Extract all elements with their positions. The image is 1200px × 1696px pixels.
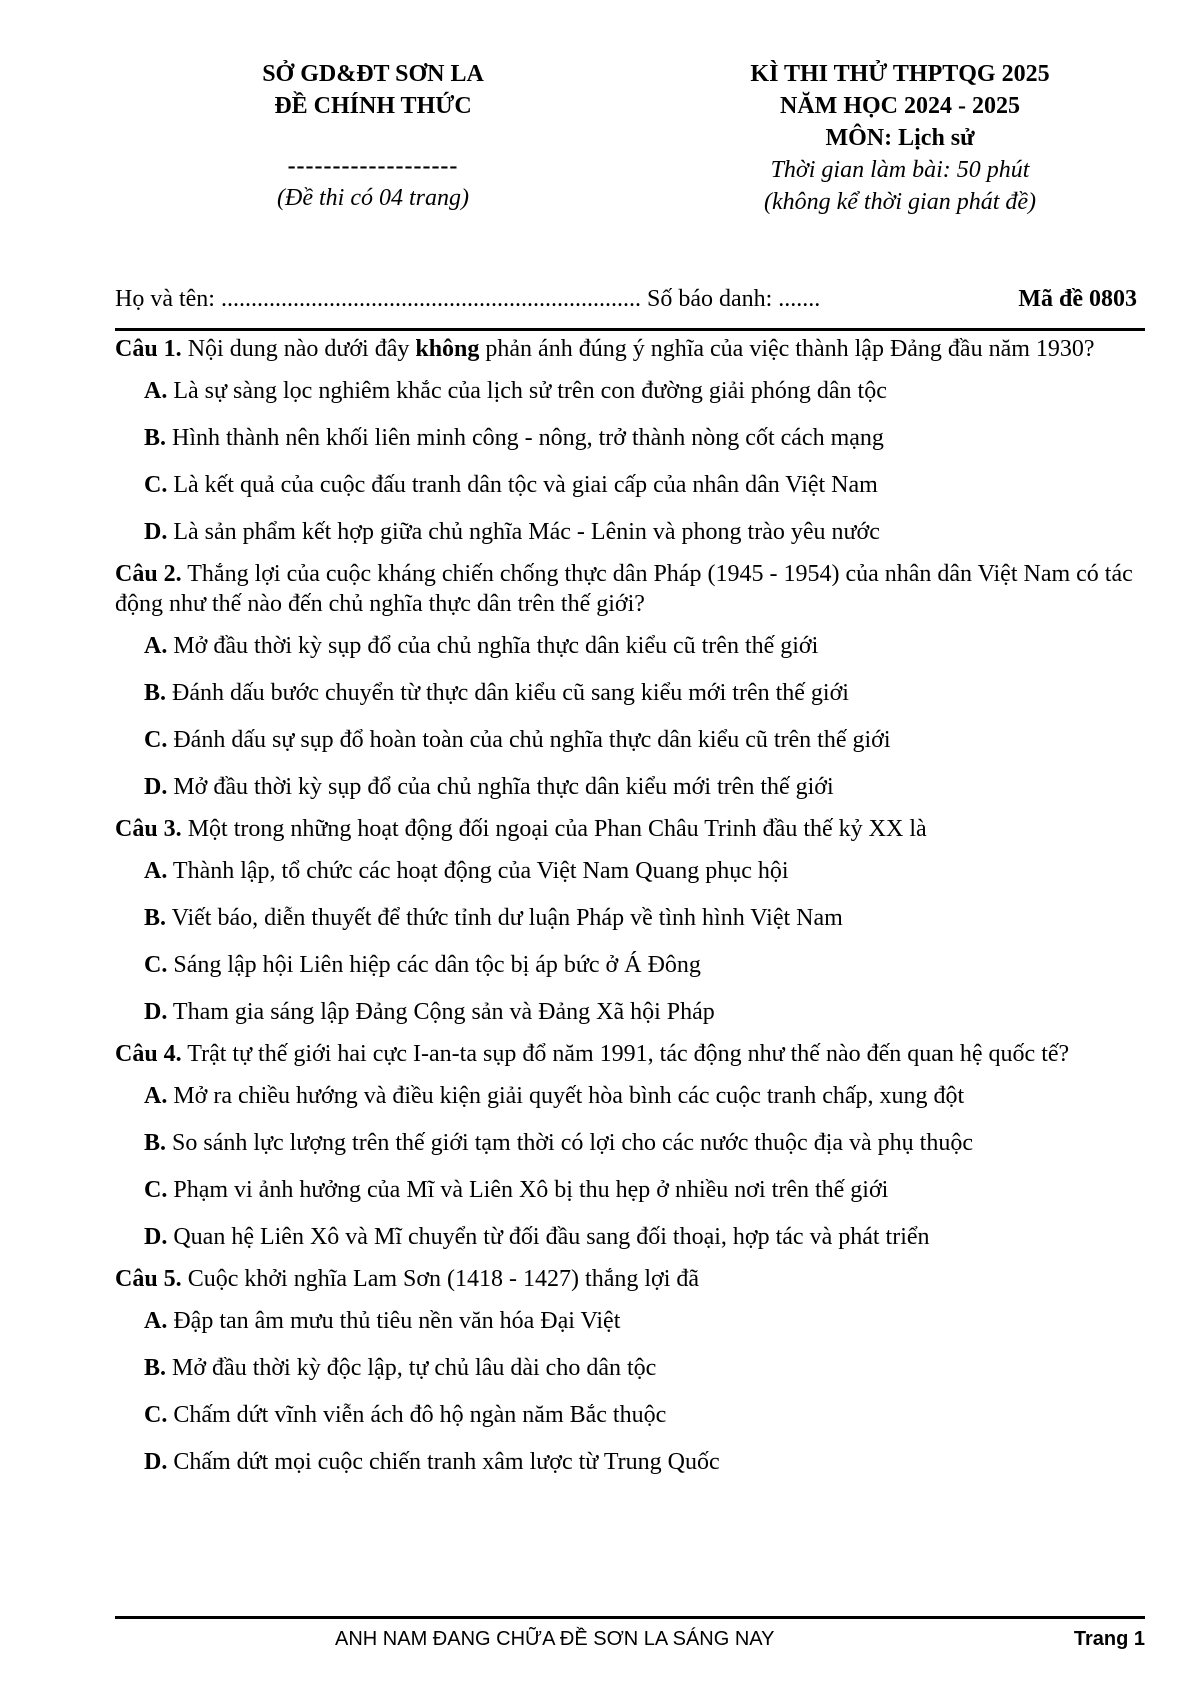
subject-line: [700, 122, 1100, 154]
option-a: [144, 1306, 1145, 1336]
option-c: [144, 1175, 1145, 1205]
candidate-row: [115, 284, 1137, 314]
option-c: [144, 1400, 1145, 1430]
exam-title: KÌ THI THỬ THPTQG 2025: [750, 61, 1050, 87]
department-name: SỞ GD&ĐT SƠN LA: [262, 61, 484, 87]
option-key: B.: [144, 1130, 167, 1156]
question-text: Một trong những hoạt động đối ngoại của Phan Châu Trinh đầu thế kỷ XX là: [181, 816, 927, 842]
question-2: [115, 559, 1145, 802]
question-label: Câu 1.: [115, 336, 182, 362]
subject-label: MÔN:: [825, 125, 899, 151]
option-text: Viết báo, diễn thuyết để thức tỉnh dư luận Pháp về tình hình Việt Nam: [166, 905, 843, 931]
page-count-note: (Đề thi có 04 trang): [277, 185, 469, 211]
page-number: Trang 1: [1073, 1628, 1145, 1650]
question-text: Trật tự thế giới hai cực I-an-ta sụp đổ năm 1991, tác động như thế nào đến quan hệ quốc tế?: [181, 1041, 1070, 1067]
exam-code: Mã đề 0803: [1018, 286, 1137, 312]
top-divider: [115, 328, 1145, 331]
option-key: C.: [144, 952, 168, 978]
option-text: Hình thành nên khối liên minh công - nông, trở thành nòng cốt cách mạng: [166, 425, 884, 451]
question-label: Câu 5.: [115, 1266, 182, 1292]
option-key: A.: [144, 633, 168, 659]
option-key: D.: [144, 999, 168, 1025]
footer-title: ANH NAM ĐANG CHỮA ĐỀ SƠN LA SÁNG NAY: [335, 1628, 775, 1650]
question-4: [115, 1039, 1145, 1252]
header-right: [700, 58, 1100, 218]
question-1: [115, 334, 1145, 547]
time-note: (không kể thời gian phát đề): [763, 189, 1037, 215]
option-key: B.: [144, 1355, 167, 1381]
option-text: Mở đầu thời kỳ sụp đổ của chủ nghĩa thực dân kiểu mới trên thế giới: [167, 774, 834, 800]
question-text: Thắng lợi của cuộc kháng chiến chống thực dân Pháp (1945 - 1954) của nhân dân Việt Nam có tác động như thế nào đến chủ nghĩa thực dân trên thế giới?: [115, 561, 1133, 617]
option-text: Chấm dứt vĩnh viễn ách đô hộ ngàn năm Bắc thuộc: [167, 1402, 667, 1428]
option-b: [144, 678, 1145, 708]
question-stem: [115, 814, 1145, 844]
option-a: [144, 631, 1145, 661]
option-text: Thành lập, tổ chức các hoạt động của Việt Nam Quang phục hội: [167, 858, 789, 884]
option-d: [144, 517, 1145, 547]
question-stem: [115, 559, 1145, 619]
question-emphasis: không: [415, 336, 480, 362]
option-key: A.: [144, 1308, 168, 1334]
question-label: Câu 2.: [115, 561, 182, 587]
subject-name: Lịch sử: [898, 125, 975, 151]
question-text: Cuộc khởi nghĩa Lam Sơn (1418 - 1427) thắng lợi đã: [181, 1266, 700, 1292]
option-text: Là kết quả của cuộc đấu tranh dân tộc và giai cấp của nhân dân Việt Nam: [167, 472, 878, 498]
question-stem: [115, 1039, 1145, 1069]
candidate-fields: Họ và tên: ...................................................................... Số báo danh: .......: [115, 286, 821, 312]
option-key: C.: [144, 472, 168, 498]
option-text: Là sản phẩm kết hợp giữa chủ nghĩa Mác - Lênin và phong trào yêu nước: [167, 519, 880, 545]
option-b: [144, 903, 1145, 933]
option-b: [144, 423, 1145, 453]
question-stem: [115, 1264, 1145, 1294]
questions-list: [115, 334, 1145, 1489]
option-d: [144, 1222, 1145, 1252]
option-b: [144, 1353, 1145, 1383]
option-key: D.: [144, 1224, 168, 1250]
option-a: [144, 376, 1145, 406]
question-stem: [115, 334, 1145, 364]
question-text-end: phản ánh đúng ý nghĩa của việc thành lập Đảng đầu năm 1930?: [479, 336, 1095, 362]
question-label: Câu 4.: [115, 1041, 182, 1067]
option-text: Chấm dứt mọi cuộc chiến tranh xâm lược từ Trung Quốc: [167, 1449, 720, 1475]
option-text: Đánh dấu bước chuyển từ thực dân kiểu cũ sang kiểu mới trên thế giới: [166, 680, 849, 706]
official-label: ĐỀ CHÍNH THỨC: [274, 93, 472, 119]
option-key: D.: [144, 774, 168, 800]
option-text: Mở đầu thời kỳ độc lập, tự chủ lâu dài cho dân tộc: [166, 1355, 657, 1381]
option-text: Tham gia sáng lập Đảng Cộng sản và Đảng Xã hội Pháp: [167, 999, 715, 1025]
option-key: D.: [144, 1449, 168, 1475]
option-key: C.: [144, 727, 168, 753]
option-text: Mở đầu thời kỳ sụp đổ của chủ nghĩa thực dân kiểu cũ trên thế giới: [167, 633, 819, 659]
option-text: Mở ra chiều hướng và điều kiện giải quyết hòa bình các cuộc tranh chấp, xung đột: [167, 1083, 965, 1109]
question-label: Câu 3.: [115, 816, 182, 842]
option-d: [144, 1447, 1145, 1477]
option-text: Quan hệ Liên Xô và Mĩ chuyển từ đối đầu sang đối thoại, hợp tác và phát triển: [167, 1224, 930, 1250]
option-key: A.: [144, 1083, 168, 1109]
option-d: [144, 772, 1145, 802]
option-b: [144, 1128, 1145, 1158]
time-limit: Thời gian làm bài: 50 phút: [770, 157, 1030, 183]
option-key: B.: [144, 680, 167, 706]
option-text: Là sự sàng lọc nghiêm khắc của lịch sử trên con đường giải phóng dân tộc: [167, 378, 887, 404]
option-text: Đập tan âm mưu thủ tiêu nền văn hóa Đại Việt: [167, 1308, 621, 1334]
option-key: C.: [144, 1177, 168, 1203]
header-divider: -------------------: [287, 153, 459, 179]
header-left: [198, 58, 548, 214]
option-key: A.: [144, 378, 168, 404]
question-3: [115, 814, 1145, 1027]
option-a: [144, 1081, 1145, 1111]
option-text: Sáng lập hội Liên hiệp các dân tộc bị áp bức ở Á Đông: [167, 952, 701, 978]
option-text: So sánh lực lượng trên thế giới tạm thời có lợi cho các nước thuộc địa và phụ thuộc: [166, 1130, 973, 1156]
option-key: C.: [144, 1402, 168, 1428]
bottom-divider: [115, 1616, 1145, 1619]
option-c: [144, 725, 1145, 755]
option-key: A.: [144, 858, 168, 884]
option-key: B.: [144, 425, 167, 451]
option-key: B.: [144, 905, 167, 931]
option-text: Phạm vi ảnh hưởng của Mĩ và Liên Xô bị thu hẹp ở nhiều nơi trên thế giới: [167, 1177, 889, 1203]
option-c: [144, 950, 1145, 980]
option-text: Đánh dấu sự sụp đổ hoàn toàn của chủ nghĩa thực dân kiểu cũ trên thế giới: [167, 727, 891, 753]
option-c: [144, 470, 1145, 500]
question-5: [115, 1264, 1145, 1477]
option-d: [144, 997, 1145, 1027]
question-text: Nội dung nào dưới đây: [181, 336, 416, 362]
school-year: NĂM HỌC 2024 - 2025: [780, 93, 1020, 119]
option-a: [144, 856, 1145, 886]
option-key: D.: [144, 519, 168, 545]
